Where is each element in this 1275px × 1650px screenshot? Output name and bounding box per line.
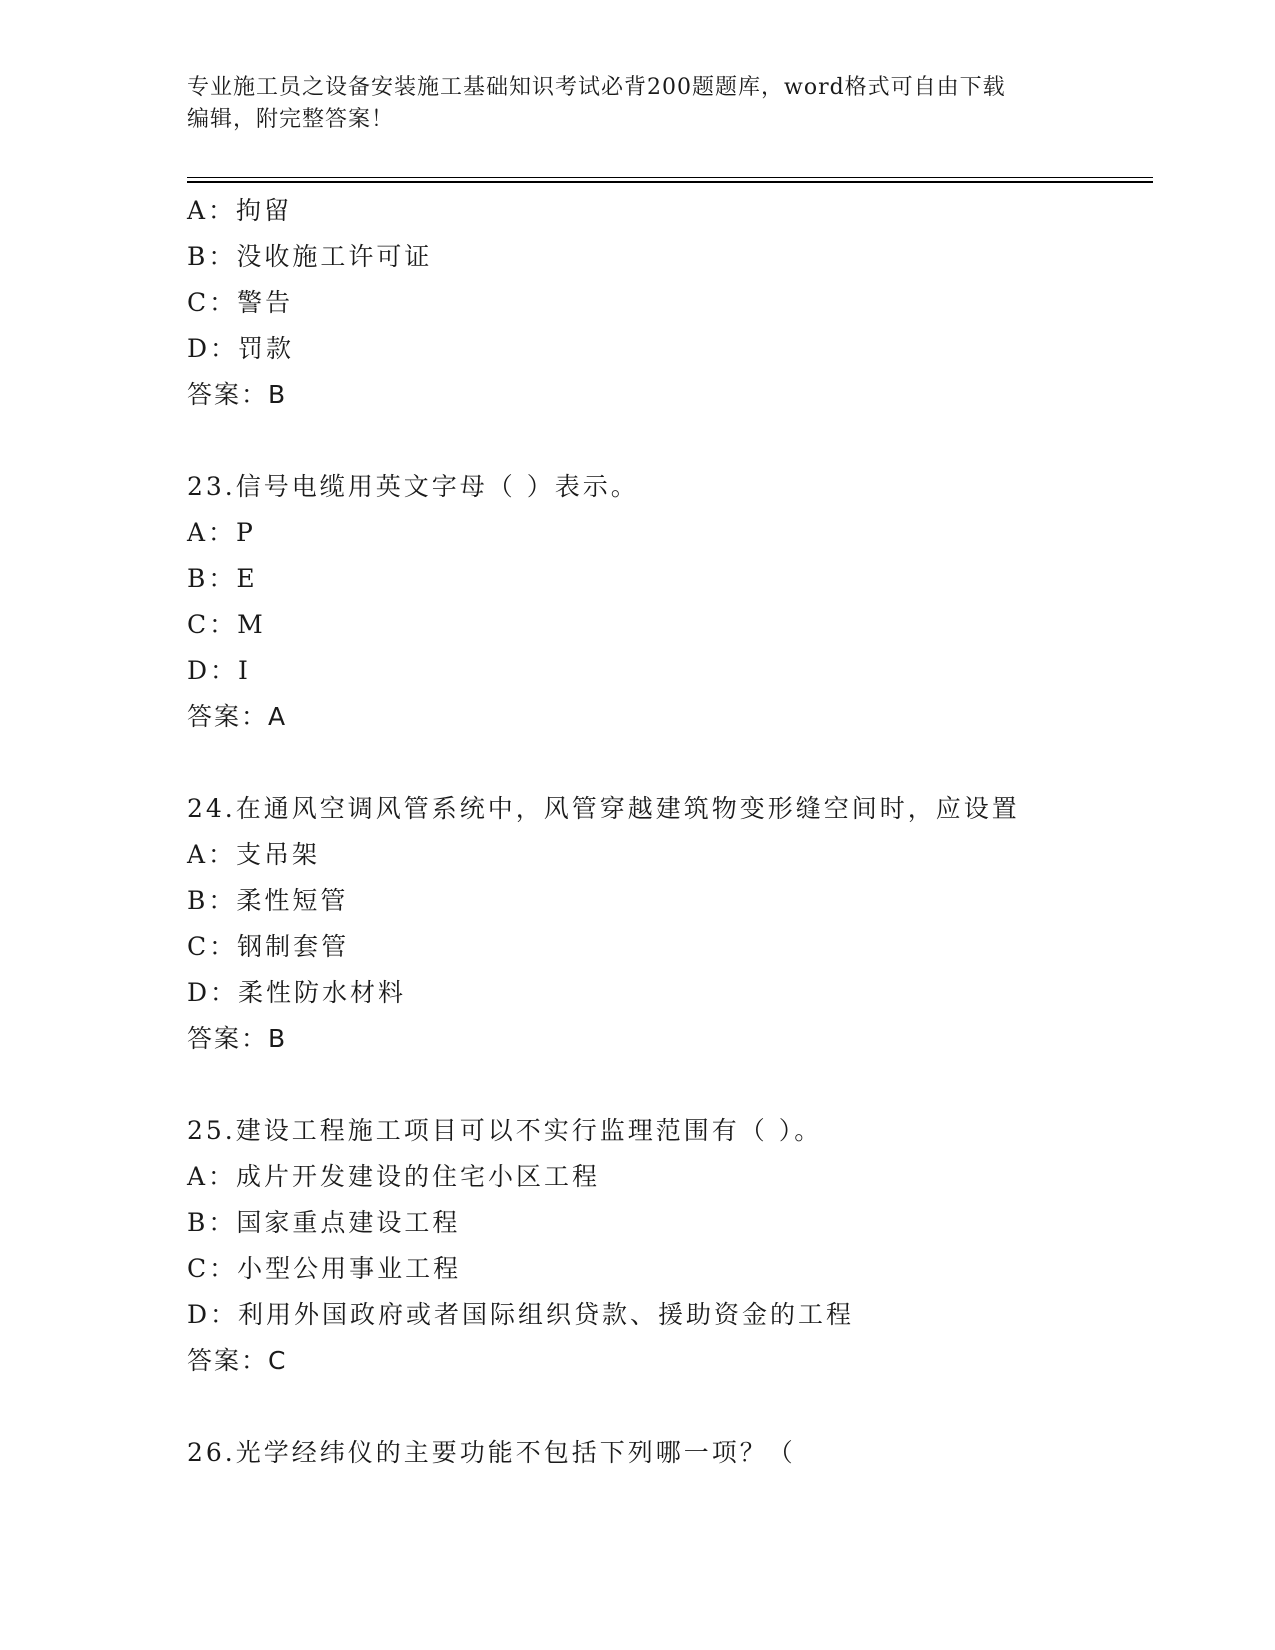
option-d: D：罚款 (187, 334, 295, 363)
option-c: C：钢制套管 (187, 932, 350, 961)
question-stem: 26.光学经纬仪的主要功能不包括下列哪一项？（ (187, 1438, 796, 1467)
option-a: A：P (187, 518, 256, 547)
option-a: A：成片开发建设的住宅小区工程 (187, 1162, 601, 1191)
option-c: C：小型公用事业工程 (187, 1254, 462, 1283)
answer: 答案：B (187, 380, 288, 409)
answer: 答案：C (187, 1346, 288, 1375)
option-b: B：E (187, 564, 258, 593)
question-24 (187, 786, 1153, 1062)
question-23 (187, 464, 1153, 740)
option-d: D：柔性防水材料 (187, 978, 407, 1007)
answer: 答案：A (187, 702, 288, 731)
option-b: B：没收施工许可证 (187, 242, 433, 271)
header-line-1: 专业施工员之设备安装施工基础知识考试必背200题题库，word格式可自由下载 (187, 75, 1006, 100)
header-divider-thin (187, 177, 1153, 178)
option-b: B：国家重点建设工程 (187, 1208, 461, 1237)
question-26 (187, 1430, 1153, 1476)
document-header (187, 72, 1067, 136)
question-stem: 25.建设工程施工项目可以不实行监理范围有（ ）。 (187, 1116, 823, 1145)
option-b: B：柔性短管 (187, 886, 349, 915)
option-a: A：拘留 (187, 196, 293, 225)
option-d: D：利用外国政府或者国际组织贷款、援助资金的工程 (187, 1300, 855, 1329)
header-divider-thick (187, 181, 1153, 183)
option-d: D：I (187, 656, 251, 685)
question-stem: 24.在通风空调风管系统中，风管穿越建筑物变形缝空间时，应设置 (187, 794, 1020, 823)
question-25 (187, 1108, 1153, 1384)
question-fragment (187, 188, 1153, 418)
answer: 答案：B (187, 1024, 288, 1053)
question-stem: 23.信号电缆用英文字母（ ）表示。 (187, 472, 639, 501)
option-a: A：支吊架 (187, 840, 321, 869)
header-line-2: 编辑，附完整答案！ (187, 107, 395, 132)
question-list (187, 188, 1153, 1476)
option-c: C：警告 (187, 288, 294, 317)
option-c: C：M (187, 610, 266, 639)
